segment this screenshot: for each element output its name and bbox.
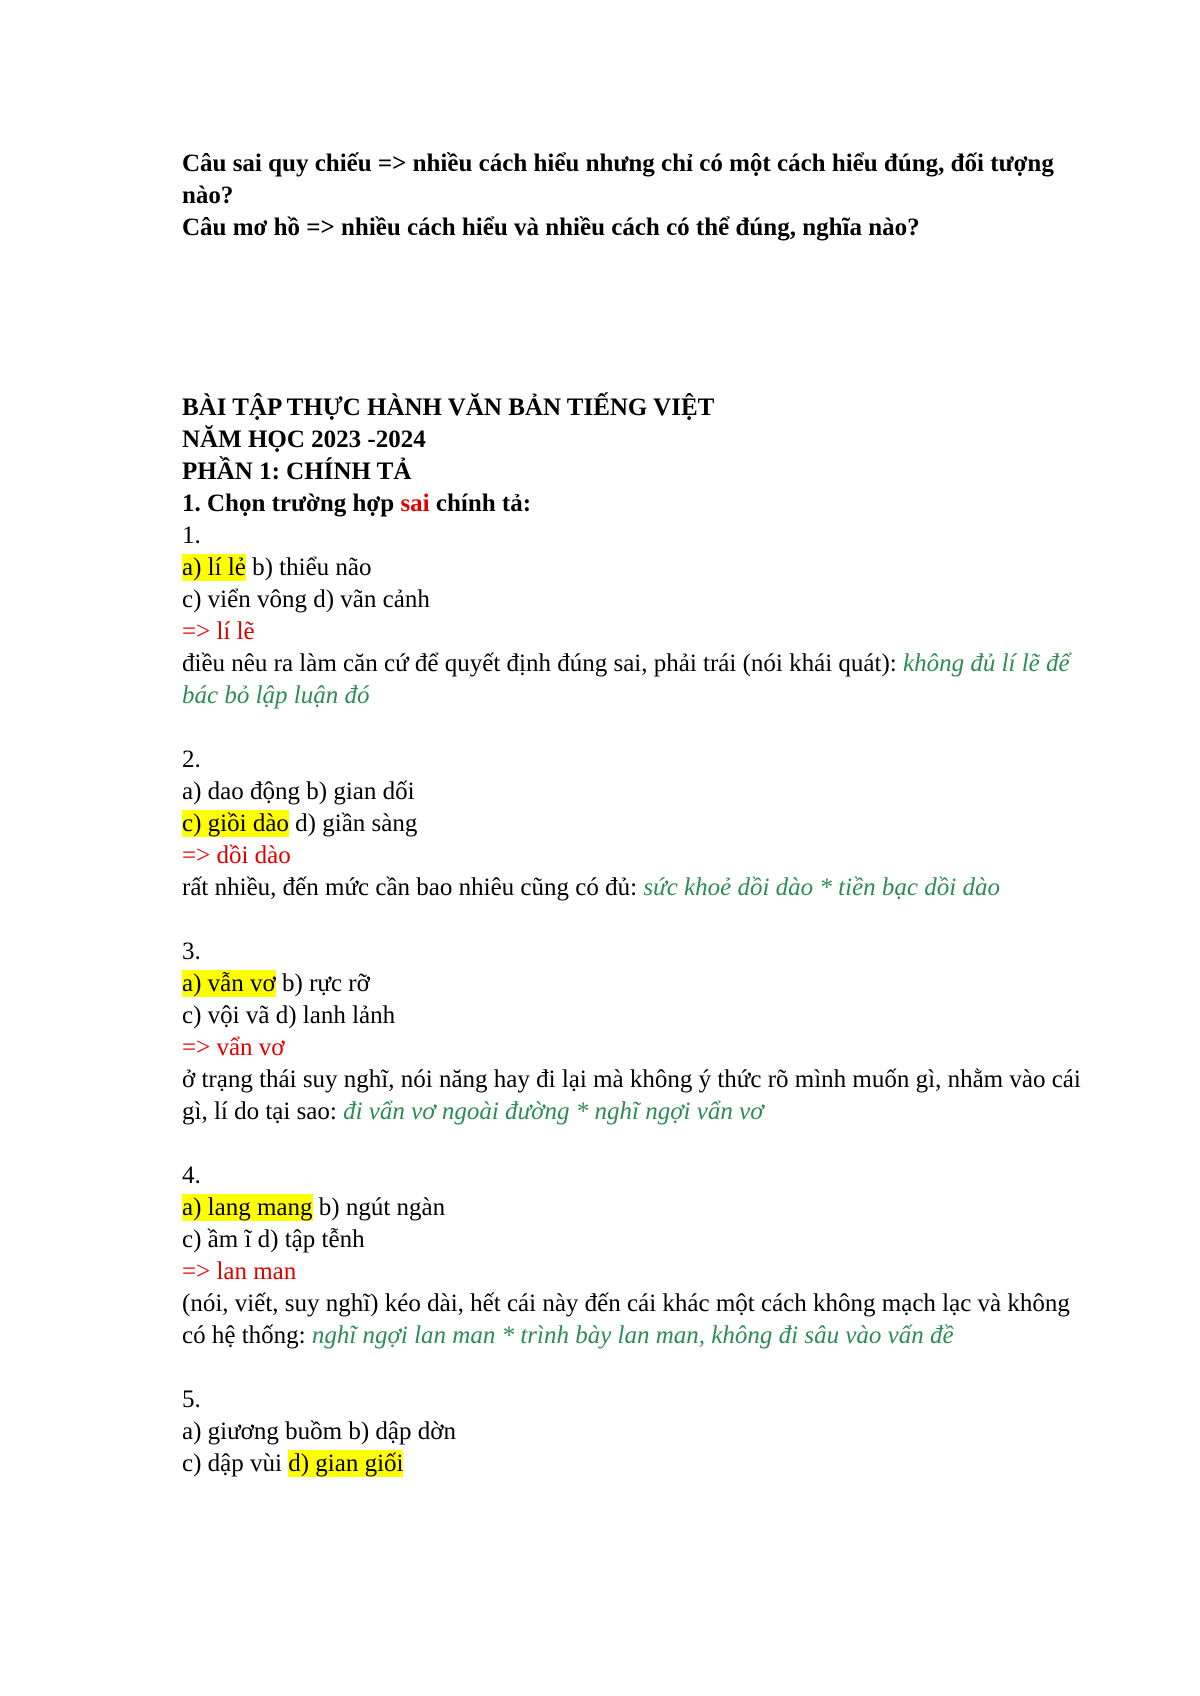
question-number: 1. (182, 522, 201, 549)
options-row-1: a) lang mang b) ngút ngàn (182, 1194, 446, 1221)
question-number: 5. (182, 1386, 201, 1413)
highlighted-option: c) giồi dào (182, 810, 289, 837)
options-row-2: c) dập vùi d) gian giối (182, 1450, 404, 1477)
task-instruction: 1. Chọn trường hợp sai chính tả: (182, 490, 532, 517)
options-row-1: a) lí lẻ b) thiểu não (182, 554, 372, 581)
options-row-1: a) vẫn vơ b) rực rỡ (182, 970, 370, 997)
example: đi vẩn vơ ngoài đường * nghĩ ngợi vẩn vơ (343, 1098, 764, 1125)
highlighted-option: a) vẫn vơ (182, 970, 276, 997)
highlighted-option: d) gian giối (288, 1450, 404, 1477)
intro-notes (182, 148, 1082, 244)
options-row-2: c) giồi dào d) giần sàng (182, 810, 418, 837)
options-row-1: a) dao động b) gian dối (182, 778, 415, 805)
answer: => lí lẽ (182, 618, 255, 645)
school-year: NĂM HỌC 2023 -2024 (182, 426, 426, 453)
question-3 (182, 936, 1082, 1128)
options-row-2: c) vội vã d) lanh lảnh (182, 1002, 396, 1029)
question-4 (182, 1160, 1082, 1352)
definition: điều nêu ra làm căn cứ để quyết định đúng sai, phải trái (nói khái quát): không đủ lí lẽ để bác bỏ lập luận đó (182, 650, 1070, 709)
options-row-2: c) viển vông d) vãn cảnh (182, 586, 430, 613)
options-row-1: a) giương buồm b) dập dờn (182, 1418, 456, 1445)
example: nghĩ ngợi lan man * trình bày lan man, không đi sâu vào vấn đề (311, 1322, 954, 1349)
highlighted-option: a) lí lẻ (182, 554, 246, 581)
example: sức khoẻ dồi dào * tiền bạc dồi dào (643, 874, 1000, 901)
question-2 (182, 744, 1082, 904)
answer: => vẩn vơ (182, 1034, 285, 1061)
question-number: 2. (182, 746, 201, 773)
definition: (nói, viết, suy nghĩ) kéo dài, hết cái này đến cái khác một cách không mạch lạc và không có hệ thống: nghĩ ngợi lan man * trình bày lan man, không đi sâu vào vấn đề (182, 1290, 1070, 1349)
question-number: 4. (182, 1162, 201, 1189)
question-1 (182, 520, 1082, 712)
intro-line-2: Câu mơ hồ => nhiều cách hiểu và nhiều cách có thể đúng, nghĩa nào? (182, 214, 920, 241)
document-page (182, 148, 1082, 1480)
task-keyword: sai (400, 490, 430, 517)
highlighted-option: a) lang mang (182, 1194, 313, 1221)
heading-block (182, 392, 1082, 520)
intro-line-1: Câu sai quy chiếu => nhiều cách hiểu nhưng chỉ có một cách hiểu đúng, đối tượng nào? (182, 150, 1054, 209)
definition: ở trạng thái suy nghĩ, nói năng hay đi lại mà không ý thức rõ mình muốn gì, nhằm vào cái gì, lí do tại sao: đi vẩn vơ ngoài đường * nghĩ ngợi vẩn vơ (182, 1066, 1081, 1125)
example: không đủ lí lẽ để bác bỏ lập luận đó (182, 650, 1070, 709)
answer: => lan man (182, 1258, 297, 1285)
definition: rất nhiều, đến mức cần bao nhiêu cũng có đủ: sức khoẻ dồi dào * tiền bạc dồi dào (182, 874, 1000, 901)
question-5 (182, 1384, 1082, 1480)
answer: => dồi dào (182, 842, 291, 869)
options-row-2: c) ầm ĩ d) tập tễnh (182, 1226, 365, 1253)
part-title: PHẦN 1: CHÍNH TẢ (182, 458, 412, 485)
document-title: BÀI TẬP THỰC HÀNH VĂN BẢN TIẾNG VIỆT (182, 394, 715, 421)
question-number: 3. (182, 938, 201, 965)
